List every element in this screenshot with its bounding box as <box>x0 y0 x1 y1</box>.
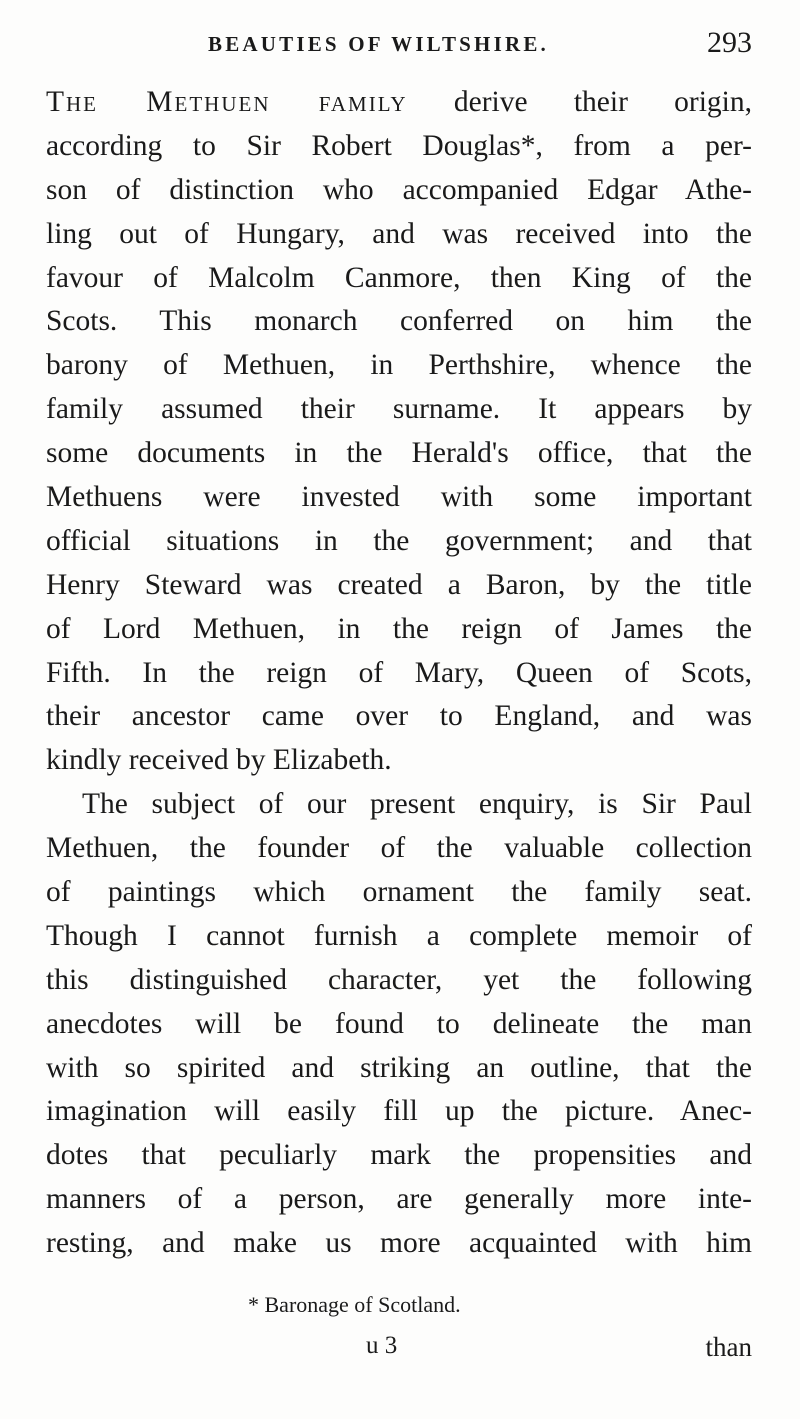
text-line: favour of Malcolm Canmore, then King of the <box>46 261 752 294</box>
text-line: Scots. This monarch conferred on him the <box>46 305 752 338</box>
running-title: BEAUTIES OF WILTSHIRE. <box>208 32 549 56</box>
text-line: with so spirited and striking an outline, that the <box>46 1051 752 1084</box>
text-line: manners of a person, are generally more inte- <box>46 1183 752 1216</box>
signature-mark: u 3 <box>366 1332 398 1359</box>
text-line: Methuen, the founder of the valuable collection <box>46 832 752 865</box>
text-line: kindly received by Elizabeth. <box>46 744 392 777</box>
page-number: 293 <box>707 26 752 59</box>
text-line: their ancestor came over to England, and was <box>46 700 752 733</box>
footnote: * Baronage of Scotland. <box>248 1292 461 1317</box>
text-line: dotes that peculiarly mark the propensities and <box>46 1139 752 1172</box>
text-line: official situations in the government; and that <box>46 524 752 557</box>
running-head <box>46 28 752 64</box>
text-line: son of distinction who accompanied Edgar Athe- <box>46 173 752 206</box>
first-line-rest: derive their origin, <box>453 86 752 118</box>
text-line: of Lord Methuen, in the reign of James the <box>46 612 752 645</box>
text-line: Methuens were invested with some important <box>46 481 752 514</box>
text-line: ling out of Hungary, and was received into the <box>46 217 752 250</box>
text-line: anecdotes will be found to delineate the man <box>46 1007 752 1040</box>
text-line: Though I cannot furnish a complete memoir of <box>46 919 752 952</box>
text-line: this distinguished character, yet the following <box>46 963 752 996</box>
text-line <box>46 81 752 125</box>
text-line: Henry Steward was created a Baron, by the title <box>46 568 752 601</box>
text-line: resting, and make us more acquainted with him <box>46 1227 752 1260</box>
text-line: The subject of our present enquiry, is Sir Paul <box>82 788 752 821</box>
text-line: family assumed their surname. It appears by <box>46 393 752 426</box>
text-line: imagination will easily fill up the picture. Anec- <box>46 1095 752 1128</box>
text-line: some documents in the Herald's office, that the <box>46 437 752 470</box>
text-line: barony of Methuen, in Perthshire, whence the <box>46 349 752 382</box>
catchword: than <box>705 1332 752 1362</box>
text-line: according to Sir Robert Douglas*, from a per- <box>46 129 752 162</box>
text-line: of paintings which ornament the family seat. <box>46 876 752 909</box>
body-text <box>46 81 752 1266</box>
opening-small-caps: The Methuen family <box>46 86 408 118</box>
text-line: Fifth. In the reign of Mary, Queen of Scots, <box>46 656 752 689</box>
